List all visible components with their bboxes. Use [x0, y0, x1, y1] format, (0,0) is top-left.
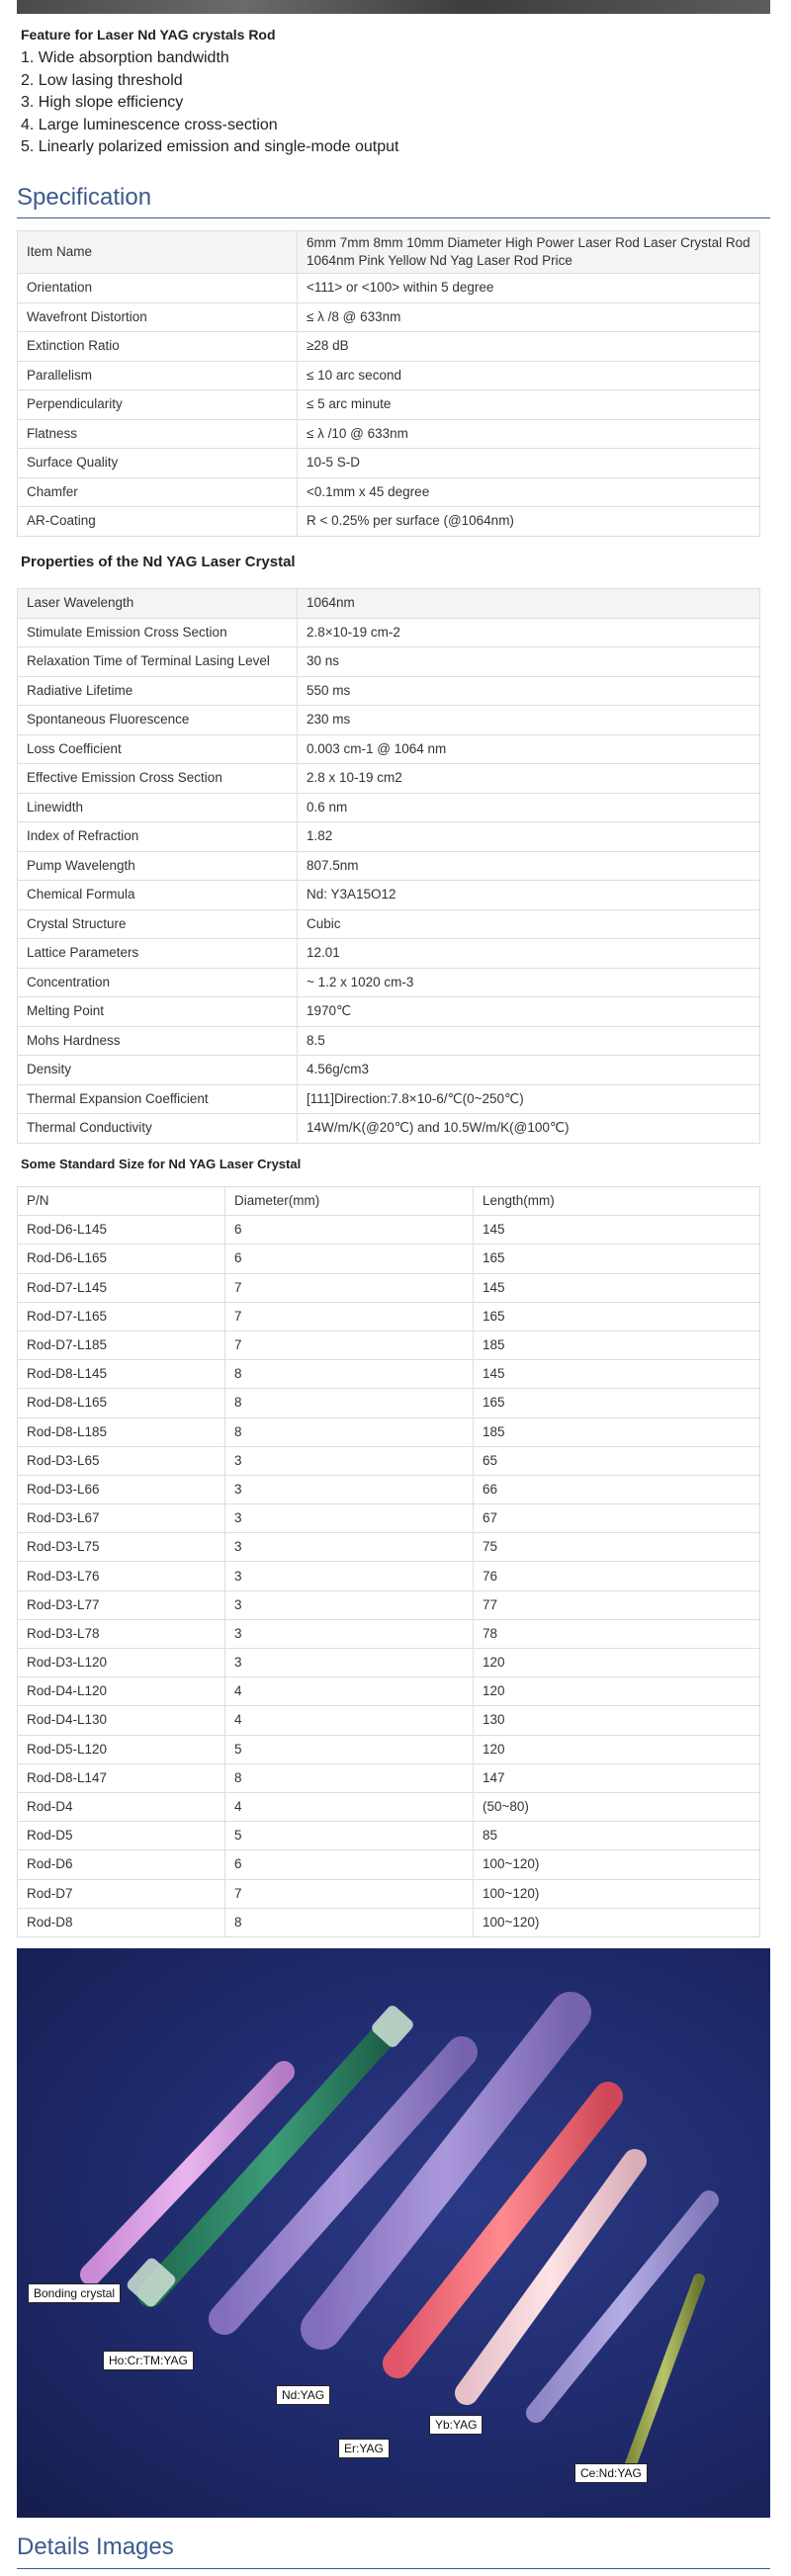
- diameter-cell: 6: [225, 1216, 474, 1245]
- table-row: [18, 968, 760, 997]
- table-row: [18, 1446, 760, 1475]
- table-row: [18, 881, 760, 910]
- table-row: [18, 1389, 760, 1417]
- diameter-cell: 4: [225, 1677, 474, 1706]
- length-cell: 185: [474, 1331, 760, 1359]
- table-row: [18, 449, 760, 478]
- feature-title: Feature for Laser Nd YAG crystals Rod: [21, 27, 276, 43]
- table-row: [18, 1649, 760, 1677]
- property-value: 1970℃: [298, 997, 760, 1027]
- table-row: [18, 274, 760, 303]
- table-row: [18, 1302, 760, 1331]
- property-value: Nd: Y3A15O12: [298, 881, 760, 910]
- diameter-cell: 4: [225, 1706, 474, 1735]
- specification-table: [17, 230, 760, 537]
- table-row: [18, 1879, 760, 1908]
- spec-value: <111> or <100> within 5 degree: [298, 274, 760, 303]
- diameter-cell: 7: [225, 1879, 474, 1908]
- property-value: 0.6 nm: [298, 793, 760, 822]
- table-row: [18, 1590, 760, 1619]
- table-row: [18, 1504, 760, 1533]
- length-cell: 66: [474, 1475, 760, 1503]
- spec-key: Wavefront Distortion: [18, 302, 298, 332]
- diameter-cell: 8: [225, 1417, 474, 1446]
- length-cell: 120: [474, 1649, 760, 1677]
- length-cell: 75: [474, 1533, 760, 1562]
- property-value: 2.8×10-19 cm-2: [298, 618, 760, 647]
- properties-heading: Properties of the Nd YAG Laser Crystal: [21, 554, 296, 570]
- table-row: [18, 1331, 760, 1359]
- property-value: Cubic: [298, 909, 760, 939]
- table-row: [18, 1475, 760, 1503]
- column-header: P/N: [18, 1187, 225, 1216]
- spec-value: R < 0.25% per surface (@1064nm): [298, 507, 760, 537]
- spec-value: ≤ λ /10 @ 633nm: [298, 419, 760, 449]
- feature-item: 1. Wide absorption bandwidth: [21, 49, 229, 66]
- pn-cell: Rod-D5: [18, 1822, 225, 1850]
- length-cell: 165: [474, 1245, 760, 1273]
- table-row: [18, 1850, 760, 1879]
- spec-key: Extinction Ratio: [18, 332, 298, 362]
- column-header: Diameter(mm): [225, 1187, 474, 1216]
- diameter-cell: 3: [225, 1562, 474, 1590]
- feature-item: 5. Linearly polarized emission and single-mode output: [21, 138, 399, 155]
- pn-cell: Rod-D3-L67: [18, 1504, 225, 1533]
- label-nd-yag: Nd:YAG: [276, 2385, 330, 2405]
- property-value: 12.01: [298, 939, 760, 969]
- property-key: Pump Wavelength: [18, 851, 298, 881]
- column-header: Length(mm): [474, 1187, 760, 1216]
- property-value: [111]Direction:7.8×10-6/℃(0~250℃): [298, 1084, 760, 1114]
- length-cell: (50~80): [474, 1792, 760, 1821]
- property-value: ~ 1.2 x 1020 cm-3: [298, 968, 760, 997]
- pn-cell: Rod-D4-L130: [18, 1706, 225, 1735]
- pn-cell: Rod-D7: [18, 1879, 225, 1908]
- spec-value: ≤ 5 arc minute: [298, 390, 760, 420]
- diameter-cell: 3: [225, 1649, 474, 1677]
- length-cell: 67: [474, 1504, 760, 1533]
- length-cell: 145: [474, 1360, 760, 1389]
- table-row: [18, 1908, 760, 1936]
- diameter-cell: 7: [225, 1331, 474, 1359]
- length-cell: 100~120): [474, 1908, 760, 1936]
- property-key: Concentration: [18, 968, 298, 997]
- spec-key: AR-Coating: [18, 507, 298, 537]
- table-row: [18, 618, 760, 647]
- spec-key: Parallelism: [18, 361, 298, 390]
- diameter-cell: 3: [225, 1475, 474, 1503]
- length-cell: 85: [474, 1822, 760, 1850]
- details-rule: [17, 2568, 770, 2569]
- property-value: 14W/m/K(@20℃) and 10.5W/m/K(@100℃): [298, 1114, 760, 1144]
- table-row: [18, 822, 760, 852]
- property-value: 807.5nm: [298, 851, 760, 881]
- yb-yag-rod: [467, 2161, 635, 2393]
- sizes-table: [17, 1186, 760, 1937]
- table-row: [18, 1619, 760, 1648]
- properties-table: [17, 588, 760, 1144]
- pn-cell: Rod-D8-L147: [18, 1763, 225, 1792]
- table-row: [18, 851, 760, 881]
- spec-key: Surface Quality: [18, 449, 298, 478]
- diameter-cell: 8: [225, 1389, 474, 1417]
- pn-cell: Rod-D7-L165: [18, 1302, 225, 1331]
- table-row: [18, 1026, 760, 1056]
- property-key: Mohs Hardness: [18, 1026, 298, 1056]
- spec-value: 10-5 S-D: [298, 449, 760, 478]
- table-row: [18, 647, 760, 677]
- property-key: Spontaneous Fluorescence: [18, 706, 298, 735]
- property-key: Density: [18, 1056, 298, 1085]
- diameter-cell: 7: [225, 1273, 474, 1302]
- property-key: Melting Point: [18, 997, 298, 1027]
- pn-cell: Rod-D6-L145: [18, 1216, 225, 1245]
- length-cell: 100~120): [474, 1850, 760, 1879]
- property-key: Crystal Structure: [18, 909, 298, 939]
- table-row: [18, 793, 760, 822]
- length-cell: 76: [474, 1562, 760, 1590]
- table-row: [18, 507, 760, 537]
- table-row: [18, 361, 760, 390]
- label-yb-yag: Yb:YAG: [429, 2415, 483, 2435]
- property-key: Relaxation Time of Terminal Lasing Level: [18, 647, 298, 677]
- diameter-cell: 5: [225, 1735, 474, 1763]
- diameter-cell: 6: [225, 1850, 474, 1879]
- property-key: Index of Refraction: [18, 822, 298, 852]
- ce-nd-yag-rod: [628, 2279, 699, 2472]
- property-value: 1.82: [298, 822, 760, 852]
- diameter-cell: 5: [225, 1822, 474, 1850]
- diameter-cell: 8: [225, 1763, 474, 1792]
- table-row: [18, 1360, 760, 1389]
- length-cell: 145: [474, 1273, 760, 1302]
- table-row: [18, 1763, 760, 1792]
- diameter-cell: 4: [225, 1792, 474, 1821]
- pn-cell: Rod-D6: [18, 1850, 225, 1879]
- pn-cell: Rod-D3-L78: [18, 1619, 225, 1648]
- property-value: 8.5: [298, 1026, 760, 1056]
- diameter-cell: 3: [225, 1446, 474, 1475]
- spec-key: Flatness: [18, 419, 298, 449]
- property-key: Loss Coefficient: [18, 734, 298, 764]
- pn-cell: Rod-D7-L185: [18, 1331, 225, 1359]
- table-row: [18, 1084, 760, 1114]
- diameter-cell: 3: [225, 1619, 474, 1648]
- pn-cell: Rod-D3-L66: [18, 1475, 225, 1503]
- table-row: [18, 706, 760, 735]
- property-value: 4.56g/cm3: [298, 1056, 760, 1085]
- pn-cell: Rod-D3-L75: [18, 1533, 225, 1562]
- spec-key: Orientation: [18, 274, 298, 303]
- label-ho-cr-tm-yag: Ho:Cr:TM:YAG: [103, 2351, 194, 2370]
- crystal-rods-illustration: [17, 1948, 770, 2518]
- table-row: [18, 1792, 760, 1821]
- property-key: Linewidth: [18, 793, 298, 822]
- table-row: [18, 332, 760, 362]
- table-row: [18, 231, 760, 274]
- table-row: [18, 302, 760, 332]
- property-key: Radiative Lifetime: [18, 676, 298, 706]
- specification-rule: [17, 217, 770, 218]
- property-key: Laser Wavelength: [18, 589, 298, 619]
- property-value: 30 ns: [298, 647, 760, 677]
- pn-cell: Rod-D8-L185: [18, 1417, 225, 1446]
- spec-key: Perpendicularity: [18, 390, 298, 420]
- table-row: [18, 676, 760, 706]
- property-key: Chemical Formula: [18, 881, 298, 910]
- specification-heading: Specification: [17, 184, 152, 211]
- feature-item: 3. High slope efficiency: [21, 94, 184, 111]
- pn-cell: Rod-D3-L76: [18, 1562, 225, 1590]
- diameter-cell: 6: [225, 1245, 474, 1273]
- property-value: 0.003 cm-1 @ 1064 nm: [298, 734, 760, 764]
- table-row: [18, 390, 760, 420]
- sizes-heading: Some Standard Size for Nd YAG Laser Crystal: [21, 1157, 302, 1171]
- pn-cell: Rod-D4: [18, 1792, 225, 1821]
- pn-cell: Rod-D7-L145: [18, 1273, 225, 1302]
- diameter-cell: 8: [225, 1908, 474, 1936]
- pn-cell: Rod-D4-L120: [18, 1677, 225, 1706]
- pn-cell: Rod-D8-L145: [18, 1360, 225, 1389]
- length-cell: 78: [474, 1619, 760, 1648]
- table-row: [18, 589, 760, 619]
- pn-cell: Rod-D8-L165: [18, 1389, 225, 1417]
- pn-cell: Rod-D3-L65: [18, 1446, 225, 1475]
- table-header-row: [18, 1187, 760, 1216]
- pn-cell: Rod-D3-L77: [18, 1590, 225, 1619]
- pn-cell: Rod-D5-L120: [18, 1735, 225, 1763]
- length-cell: 145: [474, 1216, 760, 1245]
- property-key: Thermal Conductivity: [18, 1114, 298, 1144]
- spec-value: <0.1mm x 45 degree: [298, 477, 760, 507]
- table-row: [18, 1216, 760, 1245]
- property-value: 230 ms: [298, 706, 760, 735]
- label-ce-nd-yag: Ce:Nd:YAG: [574, 2463, 648, 2483]
- table-row: [18, 1114, 760, 1144]
- table-row: [18, 1735, 760, 1763]
- table-row: [18, 997, 760, 1027]
- property-key: Effective Emission Cross Section: [18, 764, 298, 794]
- spec-key: Chamfer: [18, 477, 298, 507]
- table-row: [18, 477, 760, 507]
- pn-cell: Rod-D8: [18, 1908, 225, 1936]
- table-row: [18, 1417, 760, 1446]
- feature-list: [21, 47, 398, 159]
- crystal-rods-photo: [17, 1948, 770, 2518]
- spec-value: ≤ λ /8 @ 633nm: [298, 302, 760, 332]
- spec-key: Item Name: [18, 231, 298, 274]
- table-row: [18, 734, 760, 764]
- table-row: [18, 939, 760, 969]
- length-cell: 165: [474, 1389, 760, 1417]
- length-cell: 165: [474, 1302, 760, 1331]
- diameter-cell: 7: [225, 1302, 474, 1331]
- length-cell: 77: [474, 1590, 760, 1619]
- spec-value: 6mm 7mm 8mm 10mm Diameter High Power Laser Rod Laser Crystal Rod 1064nm Pink Yellow Nd Yag Laser Rod Price: [298, 231, 760, 274]
- length-cell: 65: [474, 1446, 760, 1475]
- property-key: Stimulate Emission Cross Section: [18, 618, 298, 647]
- table-row: [18, 1533, 760, 1562]
- table-row: [18, 419, 760, 449]
- table-row: [18, 1706, 760, 1735]
- length-cell: 147: [474, 1763, 760, 1792]
- length-cell: 185: [474, 1417, 760, 1446]
- feature-item: 2. Low lasing threshold: [21, 71, 183, 89]
- table-row: [18, 909, 760, 939]
- property-key: Thermal Expansion Coefficient: [18, 1084, 298, 1114]
- table-row: [18, 1677, 760, 1706]
- label-er-yag: Er:YAG: [338, 2439, 390, 2458]
- property-key: Lattice Parameters: [18, 939, 298, 969]
- pn-cell: Rod-D6-L165: [18, 1245, 225, 1273]
- details-heading: Details Images: [17, 2533, 174, 2560]
- table-row: [18, 1056, 760, 1085]
- length-cell: 120: [474, 1735, 760, 1763]
- spec-value: ≥28 dB: [298, 332, 760, 362]
- diameter-cell: 8: [225, 1360, 474, 1389]
- property-value: 2.8 x 10-19 cm2: [298, 764, 760, 794]
- pn-cell: Rod-D3-L120: [18, 1649, 225, 1677]
- length-cell: 120: [474, 1677, 760, 1706]
- diameter-cell: 3: [225, 1504, 474, 1533]
- spec-value: ≤ 10 arc second: [298, 361, 760, 390]
- label-bonding-crystal: Bonding crystal: [28, 2283, 121, 2303]
- table-row: [18, 1245, 760, 1273]
- length-cell: 100~120): [474, 1879, 760, 1908]
- table-row: [18, 1273, 760, 1302]
- table-row: [18, 1562, 760, 1590]
- diameter-cell: 3: [225, 1590, 474, 1619]
- property-value: 550 ms: [298, 676, 760, 706]
- table-row: [18, 764, 760, 794]
- property-value: 1064nm: [298, 589, 760, 619]
- table-row: [18, 1822, 760, 1850]
- feature-item: 4. Large luminescence cross-section: [21, 116, 278, 133]
- top-image-strip: [17, 0, 770, 14]
- diameter-cell: 3: [225, 1533, 474, 1562]
- length-cell: 130: [474, 1706, 760, 1735]
